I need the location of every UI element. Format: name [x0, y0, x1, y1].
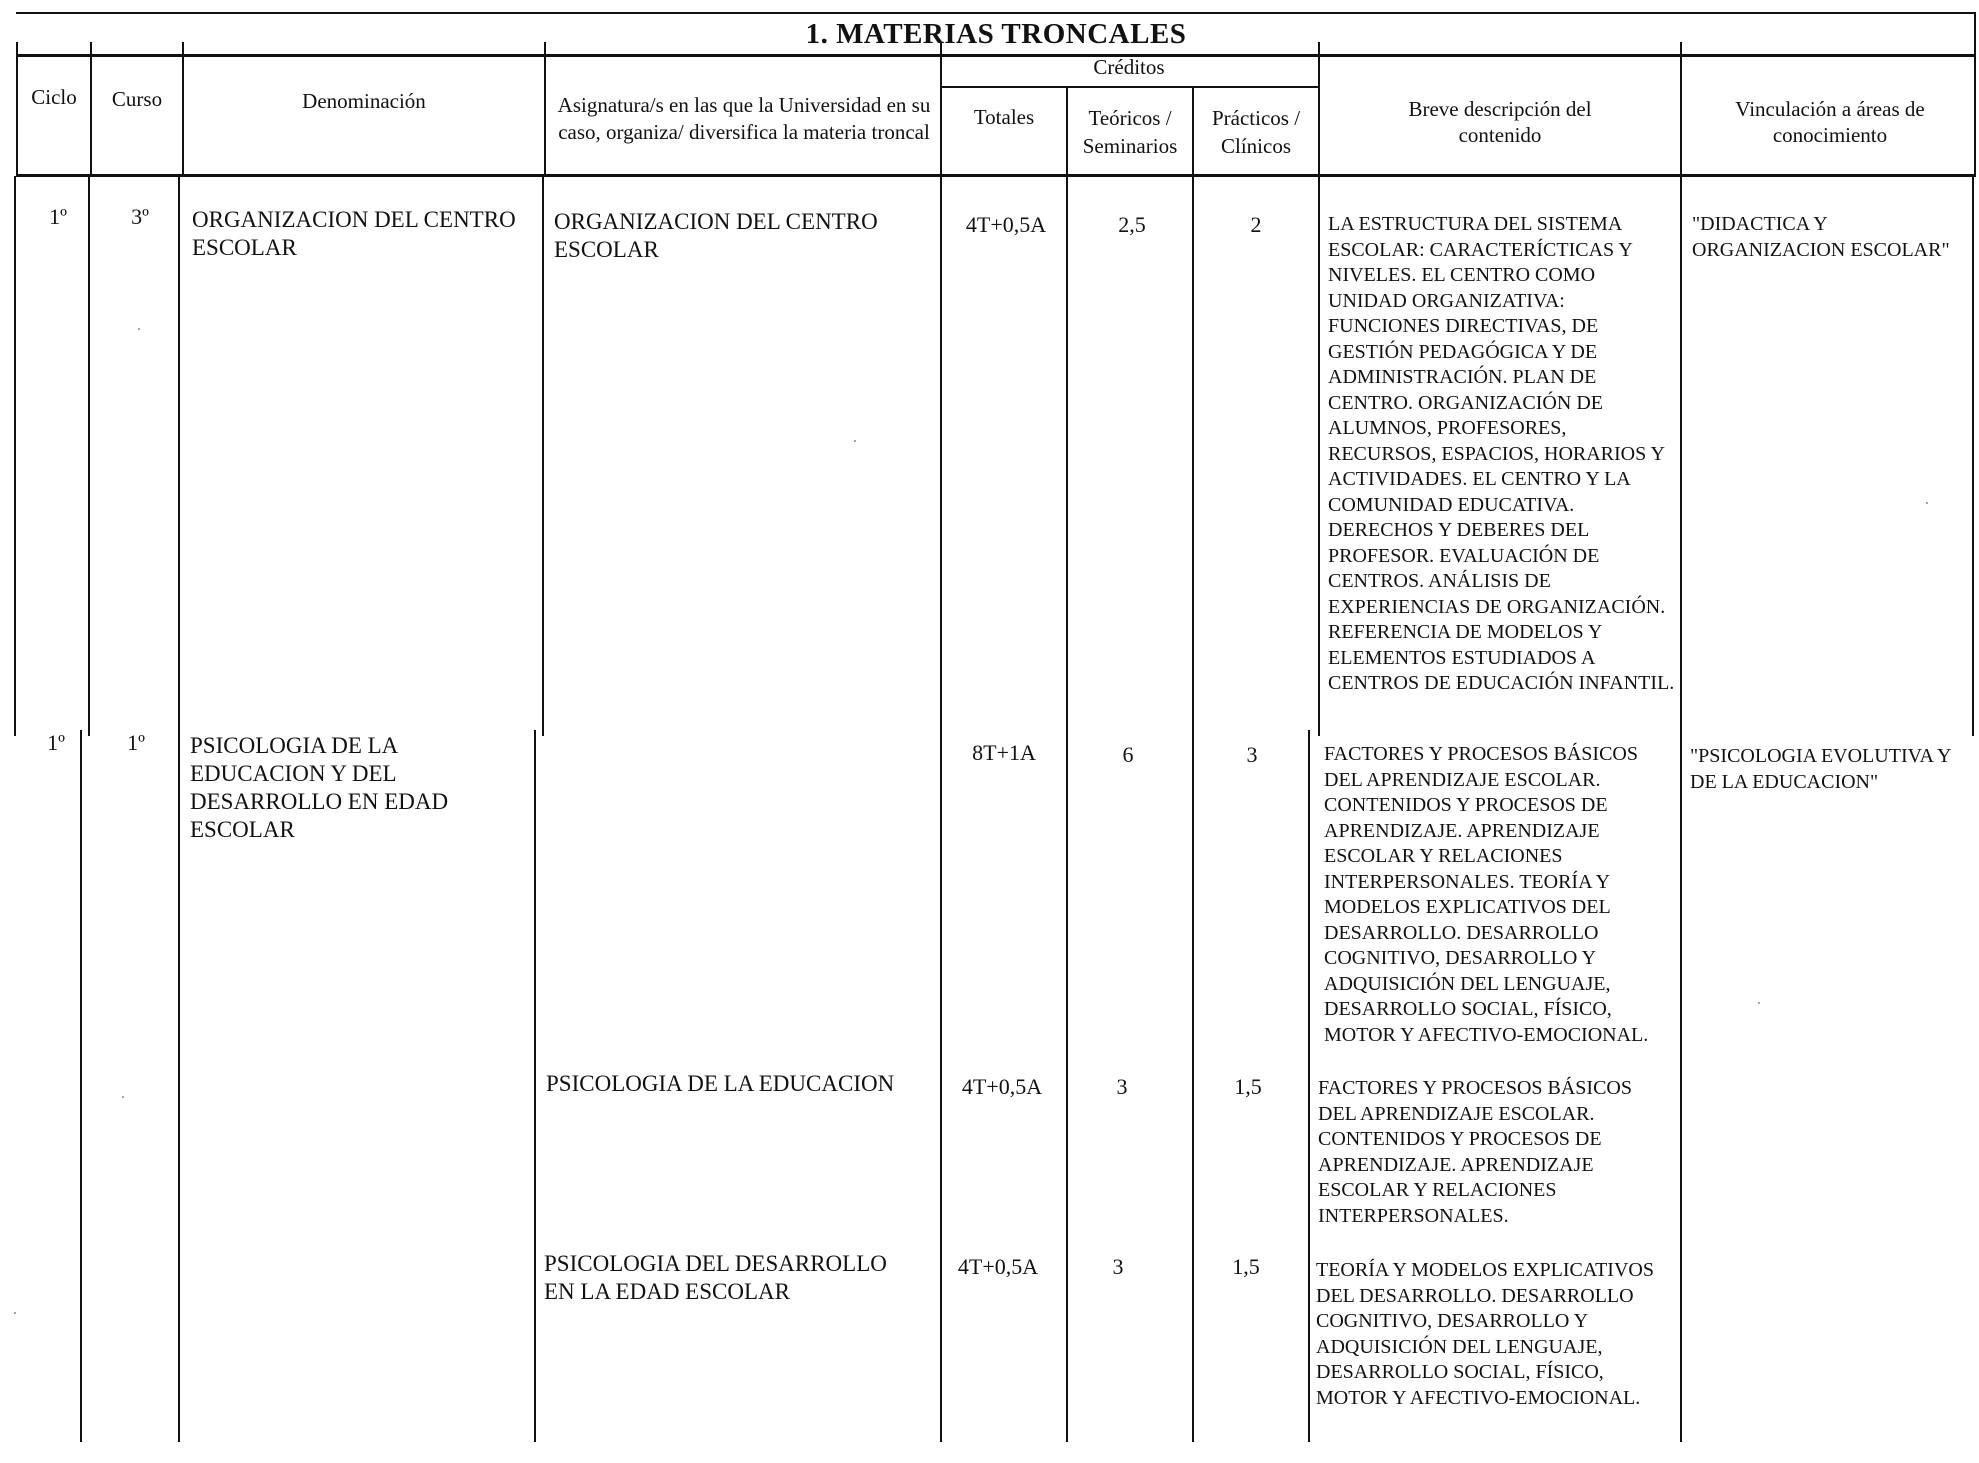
scan-speck — [1758, 1002, 1760, 1004]
header-practicos: Prácticos / Clínicos — [1211, 106, 1301, 158]
row1-practicos: 2 — [1250, 212, 1262, 237]
row2-teoricos: 6 — [1122, 742, 1134, 767]
rule-descripcion — [1680, 42, 1682, 177]
scan-speck — [138, 328, 140, 330]
header-ciclo: Ciclo — [31, 85, 77, 109]
header-totales-label: Totales — [973, 105, 1035, 129]
scan-speck — [122, 1096, 124, 1098]
row3-practicos: 1,5 — [1234, 1074, 1262, 1099]
row2-denominacion: PSICOLOGIA DE LA EDUCACION Y DEL DESARROLLO EN EDAD ESCOLAR — [190, 733, 449, 842]
body-rule-ciclo — [88, 176, 90, 736]
row3-descripcion: FACTORES Y PROCESOS BÁSICOS DEL APRENDIZAJE ESCOLAR. CONTENIDOS Y PROCESOS DE APRENDIZAJE. APRENDIZAJE ESCOLAR Y RELACIONES INTERPERSONALES. — [1318, 1077, 1632, 1227]
scan-speck — [1926, 502, 1928, 504]
table-title: 1. MATERIAS TRONCALES — [16, 12, 1976, 57]
body-rule-totales — [1066, 176, 1068, 1442]
rule-denominacion — [544, 42, 546, 177]
row1-asignatura: ORGANIZACION DEL CENTRO ESCOLAR — [554, 209, 878, 262]
row1-descripcion: LA ESTRUCTURA DEL SISTEMA ESCOLAR: CARACTERÍCTICAS Y NIVELES. EL CENTRO COMO UNIDAD ORGANIZATIVA: FUNCIONES DIRECTIVAS, DE GESTIÓN PEDAGÓGICA Y DE ADMINISTRACIÓN. PLAN DE CENTRO. ORGANIZACIÓN DE ALUMNOS, PROFESORES, RECURSOS, ESPACIOS, HORARIOS Y ACTIVIDADES. EL CENTRO Y LA COMUNIDAD EDUCATIVA. DERECHOS Y DEBERES DEL PROFESOR. EVALUACIÓN DE CENTROS. ANÁLISIS DE EXPERIENCIAS DE ORGANIZACIÓN. REFERENCIA DE MODELOS Y ELEMENTOS ESTUDIADOS A CENTROS DE EDUCACIÓN INFANTIL. — [1328, 213, 1675, 694]
row2-practicos: 3 — [1246, 742, 1258, 767]
row1-curso: 3º — [131, 204, 149, 229]
row2-curso: 1º — [127, 730, 145, 755]
row4-descripcion: TEORÍA Y MODELOS EXPLICATIVOS DEL DESARROLLO. DESARROLLO COGNITIVO, DESARROLLO Y ADQUISICIÓN DEL LENGUAJE, DESARROLLO SOCIAL, FÍSICO, MOTOR Y AFECTIVO-EMOCIONAL. — [1316, 1259, 1654, 1409]
row4-asignatura: PSICOLOGIA DEL DESARROLLO EN LA EDAD ESCOLAR — [544, 1251, 887, 1304]
body-rule-asignatura — [940, 176, 942, 1442]
header-creditos: Créditos — [1093, 55, 1165, 79]
row3-asignatura: PSICOLOGIA DE LA EDUCACION — [546, 1071, 895, 1096]
body-rule-ciclo-2 — [80, 730, 82, 1442]
row1-vinculacion: "DIDACTICA Y ORGANIZACION ESCOLAR" — [1692, 213, 1950, 261]
body-rule-left — [14, 176, 16, 736]
scan-speck — [854, 440, 856, 442]
row4-practicos: 1,5 — [1232, 1254, 1260, 1279]
row3-totales: 4T+0,5A — [961, 1074, 1043, 1099]
row2-totales: 8T+1A — [972, 740, 1036, 765]
creditos-divider — [940, 86, 1320, 88]
body-rule-right — [1972, 176, 1974, 736]
row2-ciclo: 1º — [47, 730, 65, 755]
body-rule-curso — [178, 176, 180, 1442]
scan-speck — [14, 1312, 16, 1314]
row2-descripcion: FACTORES Y PROCESOS BÁSICOS DEL APRENDIZAJE ESCOLAR. CONTENIDOS Y PROCESOS DE APRENDIZAJE. APRENDIZAJE ESCOLAR Y RELACIONES INTERPERSONALES. TEORÍA Y MODELOS EXPLICATIVOS DEL DESARROLLO. DESARROLLO COGNITIVO, DESARROLLO Y ADQUISICIÓN DEL LENGUAJE, DESARROLLO SOCIAL, FÍSICO, MOTOR Y AFECTIVO-EMOCIONAL. — [1324, 743, 1649, 1046]
header-divider — [16, 174, 1976, 177]
body-rule-denominacion — [542, 176, 544, 736]
rule-teoricos — [1192, 86, 1194, 177]
row4-totales: 4T+0,5A — [957, 1254, 1039, 1279]
header-asignatura: Asignatura/s en las que la Universidad en su caso, organiza/ diversifica la materia troncal — [557, 93, 931, 144]
header-teoricos: Teóricos / Seminarios — [1082, 106, 1178, 158]
row1-ciclo: 1º — [49, 204, 67, 229]
row4-teoricos: 3 — [1112, 1254, 1124, 1279]
row1-denominacion: ORGANIZACION DEL CENTRO ESCOLAR — [192, 207, 516, 260]
header-vinculacion: Vinculación a áreas de conocimiento — [1735, 97, 1925, 147]
header-descripcion: Breve descripción del contenido — [1408, 97, 1592, 147]
rule-practicos — [1318, 42, 1320, 177]
body-rule-descripcion — [1680, 176, 1682, 1442]
rule-totales — [1066, 86, 1068, 177]
row1-totales: 4T+0,5A — [965, 212, 1047, 237]
body-rule-denominacion-2 — [534, 730, 536, 1442]
row3-teoricos: 3 — [1116, 1074, 1128, 1099]
body-rule-practicos-2 — [1308, 730, 1310, 1442]
row1-teoricos: 2,5 — [1118, 212, 1146, 237]
body-rule-practicos — [1318, 176, 1320, 736]
body-rule-teoricos — [1192, 176, 1194, 1442]
rule-right — [1974, 12, 1976, 177]
header-denominacion: Denominación — [302, 89, 426, 113]
header-curso: Curso — [111, 87, 163, 111]
row2-vinculacion: "PSICOLOGIA EVOLUTIVA Y DE LA EDUCACION" — [1690, 745, 1951, 793]
